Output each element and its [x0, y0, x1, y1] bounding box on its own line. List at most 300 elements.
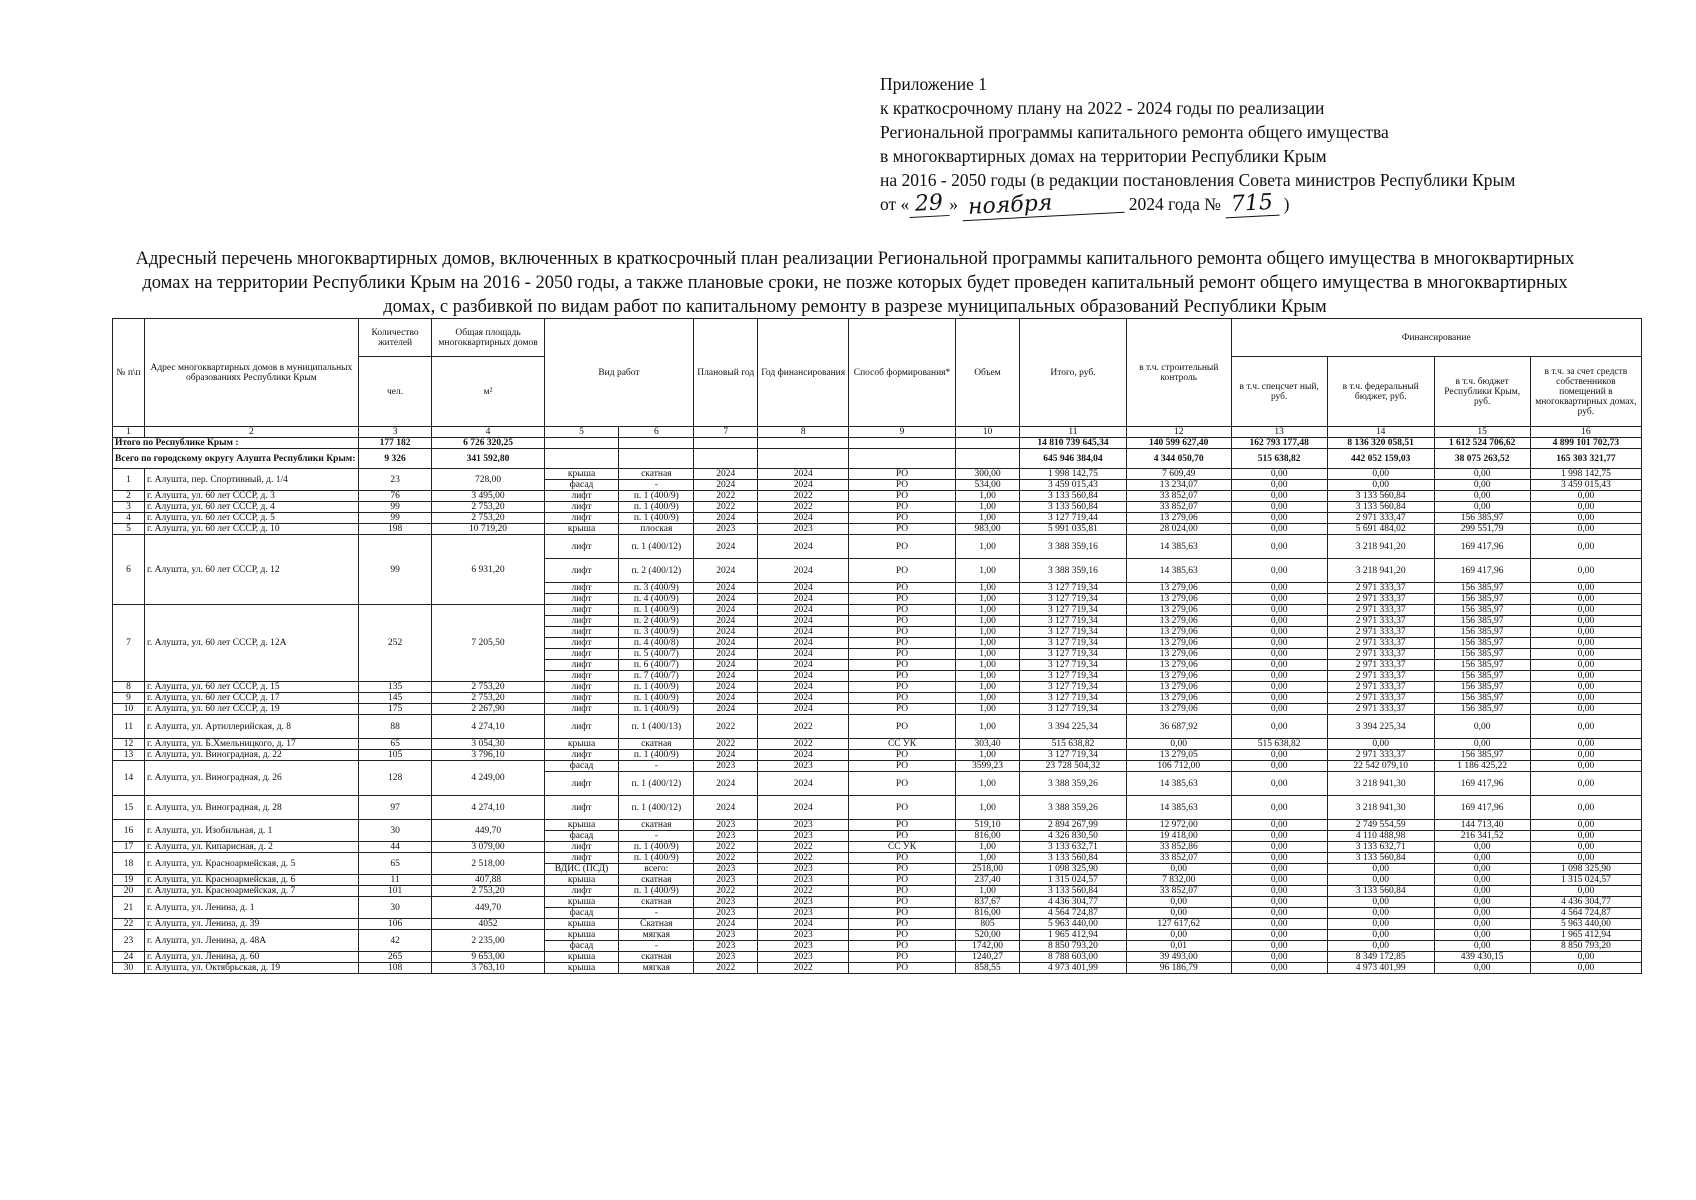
cell-py: 2023 — [694, 820, 758, 831]
cell-fed: 2 971 333,37 — [1327, 616, 1434, 627]
cell-addr: г. Алушта, ул. Ленина, д. 39 — [145, 919, 359, 930]
cell-m: РО — [849, 660, 956, 671]
cell-m: РО — [849, 524, 956, 535]
cell-sub: мягкая — [619, 963, 694, 974]
cell-py: 2022 — [694, 491, 758, 502]
cell-m: РО — [849, 693, 956, 704]
cell-sp: 0,00 — [1231, 908, 1327, 919]
cell-m: РО — [849, 963, 956, 974]
cell-fed: 0,00 — [1327, 919, 1434, 930]
handwritten-doc-number: 715 — [1225, 191, 1280, 219]
cell-tot: 3 127 719,34 — [1020, 627, 1127, 638]
cell-addr: г. Алушта, ул. Ленина, д. 60 — [145, 952, 359, 963]
cell-fy: 2023 — [758, 952, 849, 963]
cell-tot: 2 894 267,99 — [1020, 820, 1127, 831]
cell-vol: 1,00 — [955, 627, 1019, 638]
cell-fy: 2022 — [758, 963, 849, 974]
cell-sub: п. 1 (400/13) — [619, 715, 694, 739]
cell-fy: 2023 — [758, 897, 849, 908]
cell-sub: п. 1 (400/9) — [619, 693, 694, 704]
cell-vol: 1,00 — [955, 502, 1019, 513]
cell-tot: 3 127 719,34 — [1020, 594, 1127, 605]
cell-fed: 2 971 333,37 — [1327, 671, 1434, 682]
cell-fed: 3 133 560,84 — [1327, 886, 1434, 897]
column-number-row: 1 2 3 4 5 6 7 8 9 10 11 12 13 14 15 16 — [113, 427, 1642, 438]
cell-py: 2024 — [694, 660, 758, 671]
cell-area: 4052 — [432, 919, 544, 930]
cell-reg: 216 341,52 — [1434, 831, 1530, 842]
cell-fed: 3 218 941,20 — [1327, 535, 1434, 559]
cell-fy: 2024 — [758, 693, 849, 704]
cell-res: 97 — [358, 796, 432, 820]
cell-area: 2 753,20 — [432, 693, 544, 704]
cell-fy: 2022 — [758, 739, 849, 750]
cell-sub: - — [619, 941, 694, 952]
table-row — [113, 491, 1642, 502]
cell-res: 42 — [358, 930, 432, 952]
cell-m: РО — [849, 704, 956, 715]
cell-sub: п. 1 (400/9) — [619, 502, 694, 513]
cell-own: 0,00 — [1530, 704, 1641, 715]
table-row — [113, 502, 1642, 513]
cell-reg: 0,00 — [1434, 469, 1530, 480]
cell-w: крыша — [544, 820, 619, 831]
cell-vol: 1,00 — [955, 513, 1019, 524]
cell-reg: 156 385,97 — [1434, 638, 1530, 649]
header-plan-year: Плановый год — [694, 319, 758, 427]
cell-fy: 2024 — [758, 583, 849, 594]
cell-fy: 2024 — [758, 469, 849, 480]
cell-area: 449,70 — [432, 820, 544, 842]
cell-w: крыша — [544, 739, 619, 750]
cell-reg: 0,00 — [1434, 963, 1530, 974]
cell-vol: 3599,23 — [955, 761, 1019, 772]
header-total: Итого, руб. — [1020, 319, 1127, 427]
table-row — [113, 952, 1642, 963]
cell-addr: г. Алушта, ул. Изобильная, д. 1 — [145, 820, 359, 842]
cell-sp: 0,00 — [1231, 594, 1327, 605]
cell-own: 0,00 — [1530, 761, 1641, 772]
cell-tot: 515 638,82 — [1020, 739, 1127, 750]
cell-py: 2024 — [694, 583, 758, 594]
cell-m: РО — [849, 897, 956, 908]
cell-ctl: 7 609,49 — [1126, 469, 1231, 480]
cell-m: СС УК — [849, 842, 956, 853]
cell-reg: 0,00 — [1434, 739, 1530, 750]
cell-fed: 2 971 333,37 — [1327, 750, 1434, 761]
cell-sp: 0,00 — [1231, 875, 1327, 886]
cell-py: 2023 — [694, 524, 758, 535]
header-special: в т.ч. спецсчет ный, руб. — [1231, 357, 1327, 427]
cell-area: 9 653,00 — [432, 952, 544, 963]
cell-vol: 300,00 — [955, 469, 1019, 480]
cell-res: 108 — [358, 963, 432, 974]
cell-m: РО — [849, 469, 956, 480]
cell-ctl: 13 279,06 — [1126, 671, 1231, 682]
cell-tot: 3 459 015,43 — [1020, 480, 1127, 491]
appendix-line: Приложение 1 — [880, 74, 988, 94]
cell-fed: 2 749 554,59 — [1327, 820, 1434, 831]
cell-ctl: 7 832,00 — [1126, 875, 1231, 886]
cell-sp: 0,00 — [1231, 864, 1327, 875]
cell-area: 4 274,10 — [432, 715, 544, 739]
cell-w: лифт — [544, 704, 619, 715]
cell-fy: 2023 — [758, 908, 849, 919]
cell-tot: 23 728 504,32 — [1020, 761, 1127, 772]
cell-m: РО — [849, 535, 956, 559]
cell-own: 4 436 304,77 — [1530, 897, 1641, 908]
cell-m: РО — [849, 952, 956, 963]
cell-tot: 1 965 412,94 — [1020, 930, 1127, 941]
cell-res: 88 — [358, 715, 432, 739]
cell-fy: 2024 — [758, 627, 849, 638]
cell-addr: г. Алушта, ул. Красноармейская, д. 6 — [145, 875, 359, 886]
cell-m: РО — [849, 820, 956, 831]
cell-ctl: 13 279,06 — [1126, 704, 1231, 715]
cell-fy: 2023 — [758, 875, 849, 886]
cell-py: 2023 — [694, 875, 758, 886]
cell-w: лифт — [544, 502, 619, 513]
cell-sub: мягкая — [619, 930, 694, 941]
cell-vol: 1,00 — [955, 772, 1019, 796]
cell-w: лифт — [544, 616, 619, 627]
cell-own: 8 850 793,20 — [1530, 941, 1641, 952]
cell-sp: 0,00 — [1231, 480, 1327, 491]
cell-fed: 2 971 333,37 — [1327, 583, 1434, 594]
cell-m: РО — [849, 796, 956, 820]
cell-m: РО — [849, 671, 956, 682]
header-num: № п\п — [113, 319, 145, 427]
cell-py: 2024 — [694, 649, 758, 660]
cell-sub: п. 1 (400/9) — [619, 513, 694, 524]
cell-vol: 1,00 — [955, 616, 1019, 627]
cell-m: РО — [849, 864, 956, 875]
cell-sp: 0,00 — [1231, 559, 1327, 583]
cell-vol: 1,00 — [955, 605, 1019, 616]
cell-sub: - — [619, 908, 694, 919]
cell-vol: 520,00 — [955, 930, 1019, 941]
cell-sub: Скатная — [619, 919, 694, 930]
cell-n: 20 — [113, 886, 145, 897]
cell-m: РО — [849, 638, 956, 649]
cell-sub: скатная — [619, 820, 694, 831]
cell-own: 0,00 — [1530, 535, 1641, 559]
cell-fed: 3 394 225,34 — [1327, 715, 1434, 739]
cell-m: РО — [849, 594, 956, 605]
cell-fy: 2023 — [758, 820, 849, 831]
cell-py: 2022 — [694, 739, 758, 750]
cell-fed: 8 349 172,85 — [1327, 952, 1434, 963]
cell-tot: 1 998 142,75 — [1020, 469, 1127, 480]
cell-vol: 1,00 — [955, 796, 1019, 820]
cell-tot: 4 326 830,50 — [1020, 831, 1127, 842]
cell-own: 0,00 — [1530, 660, 1641, 671]
header-residents: Количество жителей — [358, 319, 432, 357]
cell-py: 2023 — [694, 831, 758, 842]
cell-vol: 2518,00 — [955, 864, 1019, 875]
cell-sp: 0,00 — [1231, 616, 1327, 627]
cell-fed: 0,00 — [1327, 908, 1434, 919]
cell-vol: 534,00 — [955, 480, 1019, 491]
cell-py: 2022 — [694, 886, 758, 897]
cell-reg: 144 713,40 — [1434, 820, 1530, 831]
cell-addr: г. Алушта, ул. Артиллерийская, д. 8 — [145, 715, 359, 739]
cell-area: 4 274,10 — [432, 796, 544, 820]
cell-w: лифт — [544, 583, 619, 594]
cell-tot: 3 127 719,34 — [1020, 704, 1127, 715]
cell-area: 2 753,20 — [432, 682, 544, 693]
cell-n: 19 — [113, 875, 145, 886]
cell-w: фасад — [544, 480, 619, 491]
header-volume: Объем — [955, 319, 1019, 427]
cell-vol: 1742,00 — [955, 941, 1019, 952]
cell-tot: 4 564 724,87 — [1020, 908, 1127, 919]
cell-py: 2024 — [694, 627, 758, 638]
cell-vol: 1,00 — [955, 491, 1019, 502]
cell-py: 2023 — [694, 864, 758, 875]
cell-vol: 1,00 — [955, 649, 1019, 660]
cell-fed: 0,00 — [1327, 864, 1434, 875]
cell-reg: 0,00 — [1434, 897, 1530, 908]
cell-w: лифт — [544, 491, 619, 502]
cell-tot: 3 127 719,34 — [1020, 682, 1127, 693]
cell-sp: 0,00 — [1231, 919, 1327, 930]
cell-reg: 156 385,97 — [1434, 605, 1530, 616]
cell-fed: 2 971 333,37 — [1327, 660, 1434, 671]
cell-res: 99 — [358, 502, 432, 513]
cell-tot: 3 127 719,34 — [1020, 750, 1127, 761]
cell-n: 3 — [113, 502, 145, 513]
cell-vol: 816,00 — [955, 831, 1019, 842]
cell-res: 198 — [358, 524, 432, 535]
table-row — [113, 930, 1642, 941]
cell-addr: г. Алушта, ул. Ленина, д. 1 — [145, 897, 359, 919]
cell-vol: 519,10 — [955, 820, 1019, 831]
cell-tot: 3 127 719,34 — [1020, 660, 1127, 671]
cell-res: 128 — [358, 761, 432, 796]
appendix-line: к краткосрочному плану на 2022 - 2024 годы по реализации — [880, 98, 1325, 118]
cell-fed: 0,00 — [1327, 739, 1434, 750]
cell-fy: 2024 — [758, 649, 849, 660]
cell-fed: 0,00 — [1327, 941, 1434, 952]
cell-fed: 3 133 560,84 — [1327, 853, 1434, 864]
cell-w: крыша — [544, 897, 619, 908]
cell-fy: 2022 — [758, 491, 849, 502]
cell-sub: п. 2 (400/12) — [619, 559, 694, 583]
cell-fy: 2023 — [758, 831, 849, 842]
cell-reg: 0,00 — [1434, 930, 1530, 941]
cell-m: РО — [849, 772, 956, 796]
cell-reg: 156 385,97 — [1434, 594, 1530, 605]
cell-n: 6 — [113, 535, 145, 605]
cell-n: 8 — [113, 682, 145, 693]
cell-tot: 3 388 359,16 — [1020, 535, 1127, 559]
header-work-type: Вид работ — [544, 319, 694, 427]
cell-own: 0,00 — [1530, 605, 1641, 616]
cell-fy: 2022 — [758, 715, 849, 739]
cell-sp: 0,00 — [1231, 660, 1327, 671]
cell-own: 0,00 — [1530, 831, 1641, 842]
cell-ctl: 96 186,79 — [1126, 963, 1231, 974]
cell-fed: 3 133 632,71 — [1327, 842, 1434, 853]
cell-ctl: 14 385,63 — [1126, 535, 1231, 559]
cell-ctl: 28 024,00 — [1126, 524, 1231, 535]
cell-ctl: 13 279,06 — [1126, 583, 1231, 594]
cell-vol: 1240,27 — [955, 952, 1019, 963]
cell-ctl: 13 279,06 — [1126, 660, 1231, 671]
cell-fed: 5 691 484,02 — [1327, 524, 1434, 535]
cell-area: 4 249,00 — [432, 761, 544, 796]
cell-own: 0,00 — [1530, 853, 1641, 864]
cell-reg: 1 186 425,22 — [1434, 761, 1530, 772]
cell-ctl: 13 279,06 — [1126, 638, 1231, 649]
cell-sp: 0,00 — [1231, 469, 1327, 480]
cell-fed: 2 971 333,47 — [1327, 513, 1434, 524]
cell-area: 2 235,00 — [432, 930, 544, 952]
table-row — [113, 739, 1642, 750]
cell-tot: 5 963 440,00 — [1020, 919, 1127, 930]
cell-tot: 3 127 719,34 — [1020, 605, 1127, 616]
cell-sub: п. 3 (400/9) — [619, 627, 694, 638]
cell-own: 5 963 440,00 — [1530, 919, 1641, 930]
header-regional: в т.ч. бюджет Республики Крым, руб. — [1434, 357, 1530, 427]
cell-own: 0,00 — [1530, 616, 1641, 627]
cell-res: 30 — [358, 897, 432, 919]
cell-reg: 0,00 — [1434, 864, 1530, 875]
cell-sub: п. 1 (400/9) — [619, 853, 694, 864]
cell-m: РО — [849, 908, 956, 919]
handwritten-month: ноября — [962, 188, 1125, 221]
cell-w: лифт — [544, 853, 619, 864]
cell-tot: 4 973 401,99 — [1020, 963, 1127, 974]
cell-fed: 4 973 401,99 — [1327, 963, 1434, 974]
cell-own: 0,00 — [1530, 796, 1641, 820]
cell-sub: п. 1 (400/9) — [619, 886, 694, 897]
cell-reg: 0,00 — [1434, 908, 1530, 919]
cell-ctl: 13 279,06 — [1126, 682, 1231, 693]
cell-vol: 1,00 — [955, 853, 1019, 864]
cell-area: 2 753,20 — [432, 886, 544, 897]
cell-w: крыша — [544, 469, 619, 480]
cell-fed: 2 971 333,37 — [1327, 704, 1434, 715]
cell-addr: г. Алушта, ул. 60 лет СССР, д. 12А — [145, 605, 359, 682]
cell-m: РО — [849, 502, 956, 513]
cell-sp: 0,00 — [1231, 715, 1327, 739]
cell-fy: 2024 — [758, 513, 849, 524]
cell-ctl: 13 279,06 — [1126, 693, 1231, 704]
cell-py: 2022 — [694, 842, 758, 853]
cell-reg: 156 385,97 — [1434, 513, 1530, 524]
cell-sub: скатная — [619, 469, 694, 480]
summary-row-republic: Итого по Республике Крым : 177 182 6 726 320,25 14 810 739 645,34 140 599 627,40 162 793 177,48 8 136 320 058,51 1 612 524 706,62 4 899 101 702,73 — [113, 438, 1642, 449]
cell-tot: 3 133 632,71 — [1020, 842, 1127, 853]
cell-ctl: 13 279,06 — [1126, 513, 1231, 524]
cell-fed: 0,00 — [1327, 469, 1434, 480]
table-row — [113, 853, 1642, 864]
cell-sub: п. 1 (400/9) — [619, 750, 694, 761]
cell-sp: 0,00 — [1231, 772, 1327, 796]
cell-m: РО — [849, 941, 956, 952]
cell-n: 24 — [113, 952, 145, 963]
cell-ctl: 33 852,07 — [1126, 886, 1231, 897]
cell-area: 6 931,20 — [432, 535, 544, 605]
summary-row-alushta: Всего по городскому округу Алушта Республики Крым: 9 326 341 592,80 645 946 384,04 4 344 050,70 515 638,82 442 052 159,03 38 075 263,52 165 303 321,77 — [113, 449, 1642, 469]
cell-sp: 0,00 — [1231, 886, 1327, 897]
cell-addr: г. Алушта, ул. Красноармейская, д. 5 — [145, 853, 359, 875]
cell-fy: 2024 — [758, 772, 849, 796]
cell-sub: - — [619, 480, 694, 491]
cell-addr: г. Алушта, ул. Кипарисная, д. 2 — [145, 842, 359, 853]
cell-fed: 3 133 560,84 — [1327, 491, 1434, 502]
cell-sp: 0,00 — [1231, 853, 1327, 864]
cell-reg: 0,00 — [1434, 480, 1530, 491]
cell-area: 3 796,10 — [432, 750, 544, 761]
cell-n: 18 — [113, 853, 145, 875]
cell-fy: 2023 — [758, 930, 849, 941]
cell-own: 1 998 142,75 — [1530, 469, 1641, 480]
cell-py: 2023 — [694, 952, 758, 963]
cell-m: РО — [849, 605, 956, 616]
cell-res: 65 — [358, 739, 432, 750]
cell-n: 22 — [113, 919, 145, 930]
cell-reg: 0,00 — [1434, 842, 1530, 853]
cell-vol: 1,00 — [955, 704, 1019, 715]
cell-py: 2024 — [694, 772, 758, 796]
cell-tot: 3 127 719,34 — [1020, 649, 1127, 660]
cell-w: фасад — [544, 941, 619, 952]
cell-sub: п. 5 (400/7) — [619, 649, 694, 660]
cell-w: крыша — [544, 875, 619, 886]
table-row — [113, 842, 1642, 853]
cell-vol: 858,55 — [955, 963, 1019, 974]
cell-m: РО — [849, 583, 956, 594]
cell-n: 5 — [113, 524, 145, 535]
cell-n: 30 — [113, 963, 145, 974]
cell-res: 76 — [358, 491, 432, 502]
cell-m: РО — [849, 682, 956, 693]
cell-w: ВДИС (ПСД) — [544, 864, 619, 875]
cell-ctl: 0,00 — [1126, 739, 1231, 750]
cell-py: 2023 — [694, 761, 758, 772]
cell-tot: 3 133 560,84 — [1020, 886, 1127, 897]
cell-py: 2024 — [694, 671, 758, 682]
cell-own: 3 459 015,43 — [1530, 480, 1641, 491]
cell-ctl: 0,00 — [1126, 908, 1231, 919]
table-row — [113, 682, 1642, 693]
cell-vol: 1,00 — [955, 559, 1019, 583]
cell-sp: 0,00 — [1231, 524, 1327, 535]
appendix-line: в многоквартирных домах на территории Республики Крым — [880, 146, 1327, 166]
cell-sub: - — [619, 761, 694, 772]
appendix-date-line: от « 29 » ноября 2024 года № 715 ) — [880, 192, 1515, 217]
cell-fy: 2023 — [758, 761, 849, 772]
cell-reg: 156 385,97 — [1434, 583, 1530, 594]
cell-m: РО — [849, 930, 956, 941]
cell-py: 2024 — [694, 704, 758, 715]
cell-py: 2024 — [694, 796, 758, 820]
cell-m: РО — [849, 616, 956, 627]
cell-area: 3 079,00 — [432, 842, 544, 853]
cell-own: 0,00 — [1530, 963, 1641, 974]
cell-tot: 3 394 225,34 — [1020, 715, 1127, 739]
cell-ctl: 33 852,86 — [1126, 842, 1231, 853]
cell-fed: 0,00 — [1327, 897, 1434, 908]
table-row — [113, 605, 1642, 616]
cell-sub: п. 1 (400/12) — [619, 772, 694, 796]
cell-sub: плоская — [619, 524, 694, 535]
cell-vol: 805 — [955, 919, 1019, 930]
cell-sp: 0,00 — [1231, 491, 1327, 502]
